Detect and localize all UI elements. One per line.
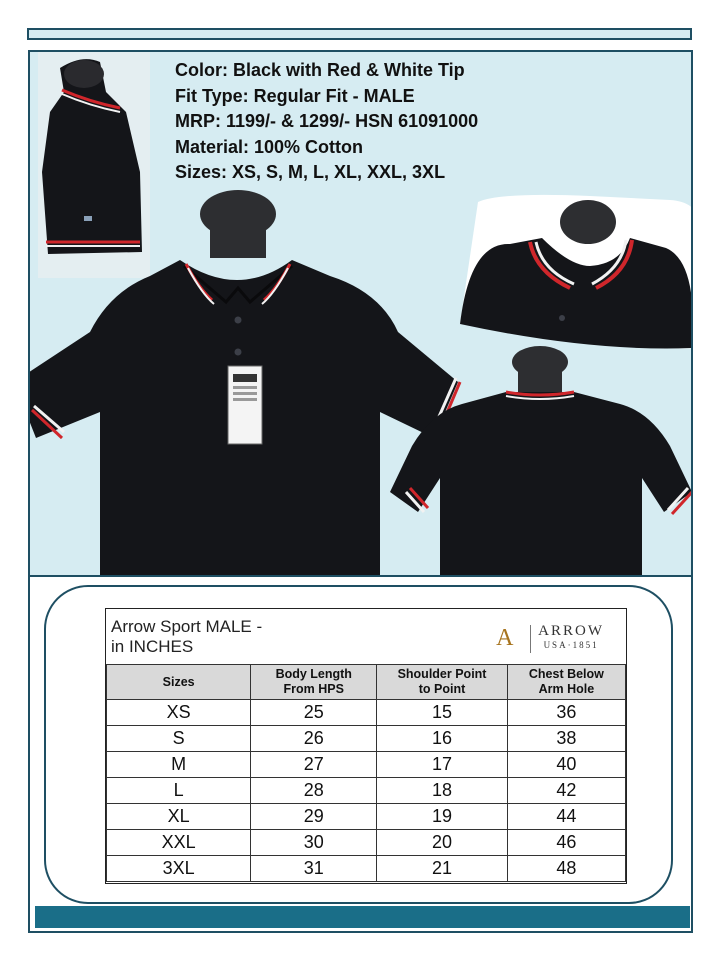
size-table-body xyxy=(107,700,626,882)
size-chart-title-line1: Arrow Sport MALE - xyxy=(111,617,263,636)
side-view-photo xyxy=(38,52,150,278)
measurement-cell: 26 xyxy=(251,726,377,752)
measurement-cell: 28 xyxy=(251,778,377,804)
size-chart-panel xyxy=(28,577,693,933)
spec-fit-type: Fit Type: Regular Fit - MALE xyxy=(175,85,415,106)
measurement-cell: 25 xyxy=(251,700,377,726)
measurement-cell: 30 xyxy=(251,830,377,856)
header-text: From HPS xyxy=(283,682,344,696)
size-label-cell: XXL xyxy=(107,830,251,856)
product-specs xyxy=(175,58,478,186)
measurement-cell: 29 xyxy=(251,804,377,830)
table-row xyxy=(107,856,626,882)
measurement-cell: 27 xyxy=(251,752,377,778)
size-label-cell: S xyxy=(107,726,251,752)
size-table-header-cell xyxy=(507,665,625,700)
size-label-cell: XS xyxy=(107,700,251,726)
size-label-cell: M xyxy=(107,752,251,778)
size-table-header-cell xyxy=(251,665,377,700)
header-text: Body Length xyxy=(275,667,352,681)
table-row xyxy=(107,804,626,830)
size-table-header-cell xyxy=(107,665,251,700)
size-label-cell: 3XL xyxy=(107,856,251,882)
table-row xyxy=(107,752,626,778)
table-row xyxy=(107,830,626,856)
spec-color: Color: Black with Red & White Tip xyxy=(175,60,465,80)
arrow-brand-logo xyxy=(496,623,604,651)
brand-divider xyxy=(530,625,531,653)
measurement-cell: 21 xyxy=(377,856,508,882)
header-text: Sizes xyxy=(162,674,195,689)
size-label-cell: L xyxy=(107,778,251,804)
measurement-cell: 36 xyxy=(507,700,625,726)
footer-bar xyxy=(35,906,690,928)
brand-name: ARROW xyxy=(538,623,604,639)
header-text: Chest Below xyxy=(528,667,604,681)
table-row xyxy=(107,778,626,804)
table-row xyxy=(107,700,626,726)
measurement-cell: 31 xyxy=(251,856,377,882)
size-chart-title-line2: in INCHES xyxy=(111,637,194,656)
size-table-header-cell xyxy=(377,665,508,700)
measurement-cell: 38 xyxy=(507,726,625,752)
collar-closeup-photo xyxy=(460,195,693,349)
measurement-cell: 40 xyxy=(507,752,625,778)
size-table xyxy=(106,664,626,882)
measurement-cell: 20 xyxy=(377,830,508,856)
size-chart-header xyxy=(106,609,626,664)
measurement-cell: 17 xyxy=(377,752,508,778)
measurement-cell: 19 xyxy=(377,804,508,830)
measurement-cell: 16 xyxy=(377,726,508,752)
measurement-cell: 46 xyxy=(507,830,625,856)
size-chart-card xyxy=(105,608,627,884)
spec-material: Material: 100% Cotton xyxy=(175,136,364,157)
spec-mrp: MRP: 1199/- & 1299/- HSN 61091000 xyxy=(175,111,479,131)
product-photo-panel xyxy=(28,50,693,577)
header-text: Arm Hole xyxy=(538,682,595,696)
size-chart-title xyxy=(111,617,262,657)
measurement-cell: 15 xyxy=(377,700,508,726)
spec-sizes: Sizes: XS, S, M, L, XL, XXL, 3XL xyxy=(175,162,446,182)
top-decorative-bar xyxy=(27,28,692,40)
header-text: to Point xyxy=(418,682,466,696)
brand-subtitle: USA·1851 xyxy=(543,640,599,650)
measurement-cell: 44 xyxy=(507,804,625,830)
table-row xyxy=(107,726,626,752)
measurement-cell: 18 xyxy=(377,778,508,804)
header-text: Shoulder Point xyxy=(397,667,487,681)
measurement-cell: 48 xyxy=(507,856,625,882)
measurement-cell: 42 xyxy=(507,778,625,804)
arrow-mark-icon: A xyxy=(496,625,514,651)
size-table-header-row xyxy=(107,665,626,700)
size-label-cell: XL xyxy=(107,804,251,830)
